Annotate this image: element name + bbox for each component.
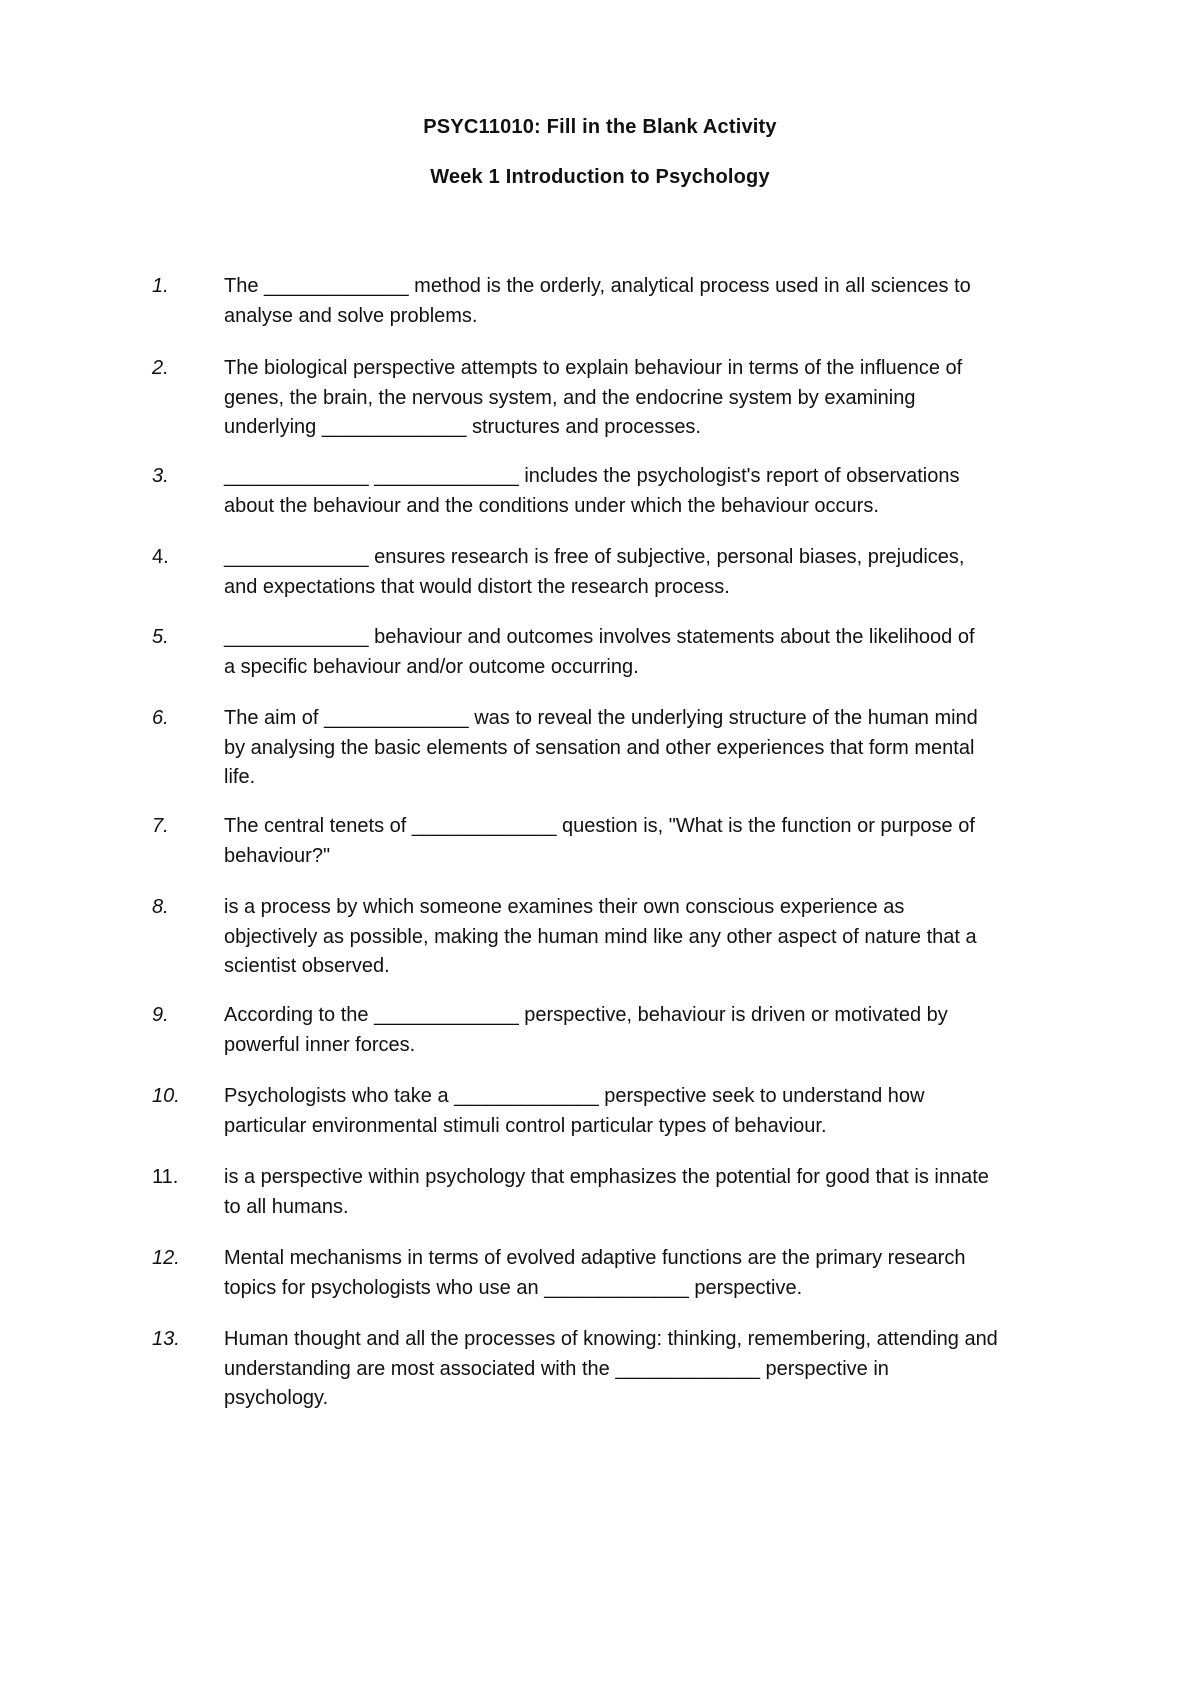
question-line: The biological perspective attempts to explain behaviour in terms of the influence of <box>224 357 963 379</box>
question-line: genes, the brain, the nervous system, and the endocrine system by examining <box>224 386 916 409</box>
question-number: 6. <box>152 707 169 729</box>
question-text <box>224 893 1094 982</box>
question-line: life. <box>224 766 256 788</box>
question-text <box>224 704 1094 793</box>
question-line: _____________ _____________ includes the psychologist's report of observations <box>224 465 960 487</box>
question-line: a specific behaviour and/or outcome occurring. <box>224 655 639 678</box>
question-text <box>224 1244 1094 1303</box>
question-number: 9. <box>152 1004 169 1026</box>
question-line: by analysing the basic elements of sensation and other experiences that form mental <box>224 736 975 759</box>
question-number: 8. <box>152 896 169 918</box>
question-line: scientist observed. <box>224 955 390 977</box>
question-text <box>224 623 1094 682</box>
question-number: 4. <box>152 546 169 568</box>
question-text <box>224 812 1094 871</box>
question-line: Psychologists who take a _____________ perspective seek to understand how <box>224 1085 925 1107</box>
question-line: _____________ ensures research is free of subjective, personal biases, prejudices, <box>224 546 965 568</box>
question-line: behaviour?" <box>224 844 331 867</box>
question-line: is a perspective within psychology that emphasizes the potential for good that is innate <box>224 1166 989 1188</box>
question-line: topics for psychologists who use an _____________ perspective. <box>224 1276 803 1299</box>
question-line: psychology. <box>224 1387 329 1409</box>
question-number: 3. <box>152 465 169 487</box>
question-line: objectively as possible, making the human mind like any other aspect of nature that a <box>224 925 977 948</box>
question-line: The aim of _____________ was to reveal the underlying structure of the human mind <box>224 707 978 729</box>
question-number: 13. <box>152 1328 180 1350</box>
question-text <box>224 543 1094 602</box>
question-line: Mental mechanisms in terms of evolved adaptive functions are the primary research <box>224 1247 966 1269</box>
question-line: understanding are most associated with the _____________ perspective in <box>224 1357 889 1380</box>
question-line: is a process by which someone examines their own conscious experience as <box>224 896 905 918</box>
question-number: 10. <box>152 1085 180 1107</box>
question-line: _____________ behaviour and outcomes involves statements about the likelihood of <box>224 626 975 648</box>
question-line: Human thought and all the processes of knowing: thinking, remembering, attending and <box>224 1328 998 1350</box>
document-subtitle: Week 1 Introduction to Psychology <box>430 166 770 188</box>
question-text <box>224 1082 1094 1141</box>
question-number: 2. <box>152 357 169 379</box>
question-line: powerful inner forces. <box>224 1033 416 1056</box>
question-line: The _____________ method is the orderly, analytical process used in all sciences to <box>224 275 971 297</box>
question-number: 11. <box>152 1166 179 1188</box>
question-line: According to the _____________ perspective, behaviour is driven or motivated by <box>224 1004 948 1026</box>
question-text <box>224 1163 1094 1222</box>
question-text <box>224 462 1094 521</box>
question-line: particular environmental stimuli control particular types of behaviour. <box>224 1114 827 1137</box>
question-text <box>224 354 1094 443</box>
question-line: underlying _____________ structures and processes. <box>224 416 701 438</box>
question-number: 5. <box>152 626 169 648</box>
question-number: 1. <box>152 275 169 297</box>
question-number: 12. <box>152 1247 180 1269</box>
question-text <box>224 272 1094 331</box>
document-title: PSYC11010: Fill in the Blank Activity <box>423 116 777 138</box>
question-line: analyse and solve problems. <box>224 304 478 327</box>
question-line: and expectations that would distort the research process. <box>224 575 730 598</box>
question-line: The central tenets of _____________ question is, "What is the function or purpose of <box>224 815 975 837</box>
question-number: 7. <box>152 815 169 837</box>
question-line: about the behaviour and the conditions under which the behaviour occurs. <box>224 494 879 517</box>
question-text <box>224 1325 1094 1414</box>
question-line: to all humans. <box>224 1195 349 1218</box>
question-text <box>224 1001 1094 1060</box>
